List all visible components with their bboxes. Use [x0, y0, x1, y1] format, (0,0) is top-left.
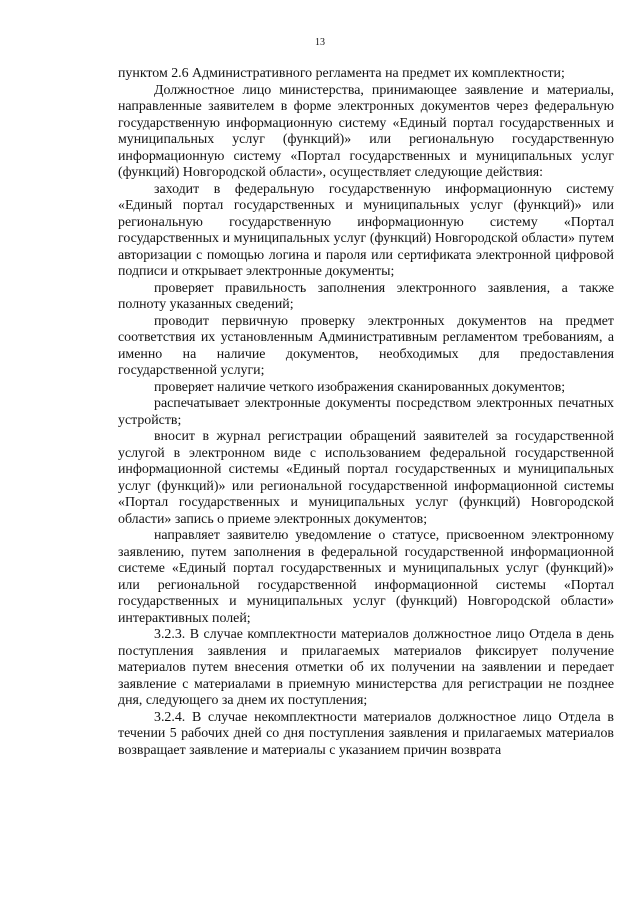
paragraph-continuation: пунктом 2.6 Административного регламента на предмет их комплектности; [118, 66, 565, 81]
document-body [118, 66, 614, 759]
paragraph-3-2-3: 3.2.3. В случае комплектности материалов должностное лицо Отдела в день поступления заявления и прилагаемых материалов фиксирует получение материалов путем внесения отметки об их получении на заявлении и передает заявление с материалами в приемную министерства для регистрации не позднее дня, следующего за днем их поступления; [118, 627, 614, 708]
paragraph-action-primary-check: проводит первичную проверку электронных документов на предмет соответствия их установленным Административным регламентом требованиям, а именно на наличие документов, необходимых для предоставления государственной услуги; [118, 313, 614, 378]
paragraph-3-2-4: 3.2.4. В случае некомплектности материалов должностное лицо Отдела в течении 5 рабочих дней со дня поступления заявления и прилагаемых материалов возвращает заявление и материалы с указанием причин возврата [118, 709, 614, 758]
paragraph-action-login: заходит в федеральную государственную информационную систему «Единый портал государственных и муниципальных услуг (функций)» или региональную государственную информационную систему «Портал государственных и муниципальных услуг (функций) Новгородской области» путем авторизации с помощью логина и пароля или сертификата электронной цифровой подписи и открывает электронные документы; [118, 181, 614, 279]
page-number: 13 [315, 37, 325, 48]
paragraph-action-check-filling: проверяет правильность заполнения электронного заявления, а также полноту указанных сведений; [118, 280, 614, 312]
paragraph-action-notify: направляет заявителю уведомление о статусе, присвоенном электронному заявлению, путем заполнения в федеральной государственной информационной системе «Единый портал государственных и муниципальных услуг (функций)» или региональной государственной информационной системы «Портал государственных и муниципальных услуг (функций) Новгородской области» интерактивных полей; [118, 528, 614, 626]
paragraph-action-print: распечатывает электронные документы посредством электронных печатных устройств; [118, 396, 614, 428]
paragraph-official-actions-intro: Должностное лицо министерства, принимающее заявление и материалы, направленные заявителем в форме электронных документов через федеральную государственную информационную систему «Единый портал государственных и муниципальных услуг (функций)» или региональную государственную информационную систему «Портал государственных и муниципальных услуг (функций) Новгородской области», осуществляет следующие действия: [118, 82, 614, 180]
paragraph-action-register: вносит в журнал регистрации обращений заявителей за государственной услугой в электронном виде с использованием федеральной государственной информационной системы «Единый портал государственных и муниципальных услуг (функций)» или региональной государственной информационной системы «Портал государственных и муниципальных услуг (функций) Новгородской области» запись о приеме электронных документов; [118, 429, 614, 527]
paragraph-action-check-scans: проверяет наличие четкого изображения сканированных документов; [154, 379, 566, 395]
